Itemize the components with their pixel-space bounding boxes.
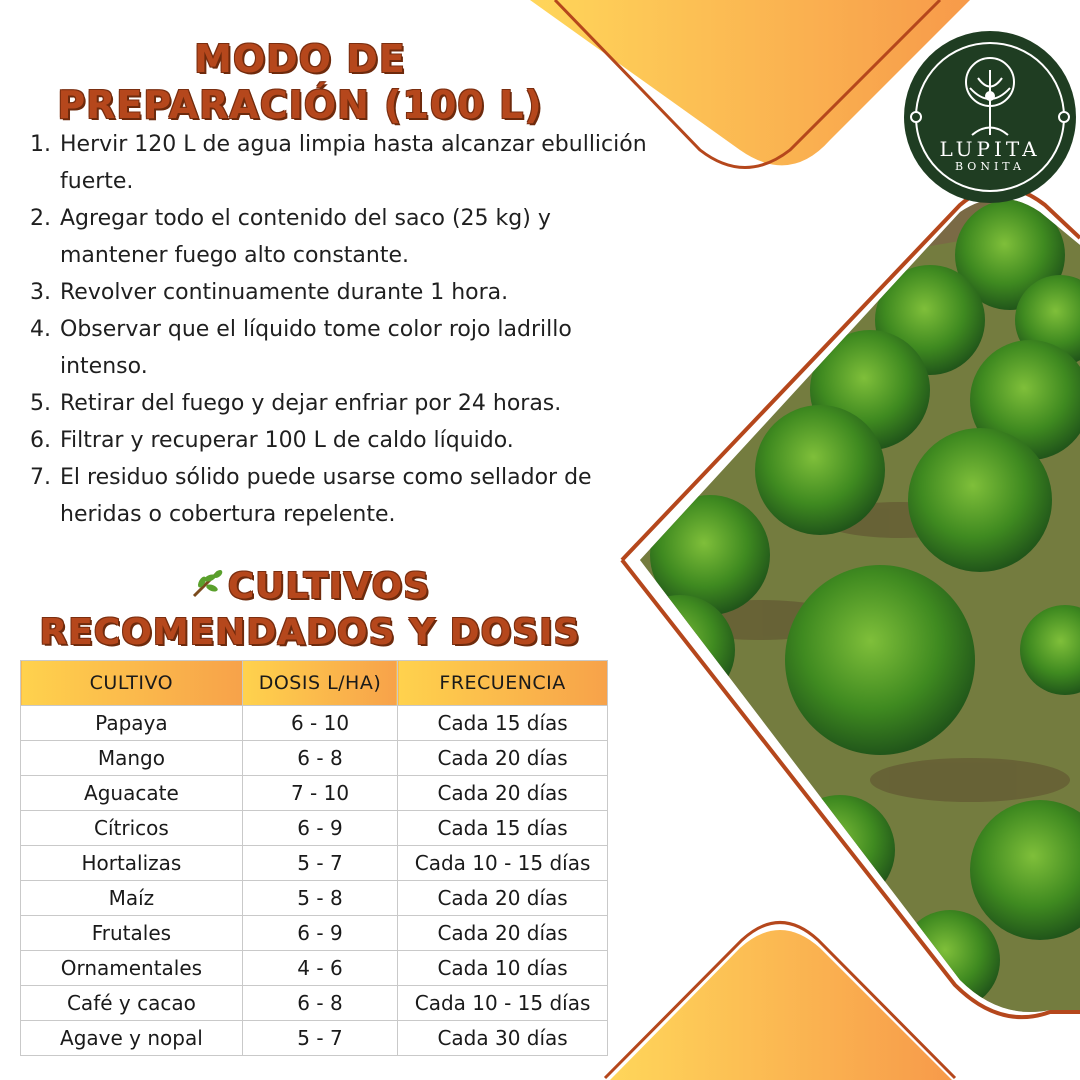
step-item [30, 126, 650, 200]
page-title-line1: MODO DE [194, 37, 406, 81]
step-item [30, 422, 650, 459]
cell-dose: 6 - 9 [242, 916, 397, 951]
step-text: Hervir 120 L de agua limpia hasta alcanzar ebullición fuerte. [60, 132, 647, 194]
cell-crop: Maíz [21, 881, 243, 916]
step-item [30, 200, 650, 274]
step-item [30, 274, 650, 311]
step-number: 3. [30, 280, 51, 305]
section-title-crops [10, 565, 610, 655]
step-number: 7. [30, 465, 51, 490]
leaf-sprig-icon [190, 566, 224, 611]
cell-dose: 6 - 9 [242, 811, 397, 846]
cell-crop: Aguacate [21, 776, 243, 811]
cell-frequency: Cada 15 días [398, 706, 608, 741]
cell-frequency: Cada 15 días [398, 811, 608, 846]
preparation-steps [30, 126, 650, 533]
cell-frequency: Cada 20 días [398, 776, 608, 811]
table-row [21, 846, 608, 881]
table-row [21, 706, 608, 741]
cell-dose: 5 - 7 [242, 846, 397, 881]
table-row [21, 811, 608, 846]
logo-line1: LUPITA [939, 137, 1041, 161]
step-number: 2. [30, 206, 51, 231]
table-row [21, 916, 608, 951]
step-number: 1. [30, 132, 51, 157]
step-text: El residuo sólido puede usarse como sellador de heridas o cobertura repelente. [60, 465, 592, 527]
header-cultivo: CULTIVO [21, 661, 243, 706]
cell-crop: Mango [21, 741, 243, 776]
step-item [30, 459, 650, 533]
step-text: Retirar del fuego y dejar enfriar por 24 horas. [60, 391, 562, 416]
step-text: Observar que el líquido tome color rojo ladrillo intenso. [60, 317, 572, 379]
cell-dose: 4 - 6 [242, 951, 397, 986]
table-row [21, 776, 608, 811]
orchard-photo [620, 180, 1080, 1030]
header-frecuencia: FRECUENCIA [398, 661, 608, 706]
cell-crop: Ornamentales [21, 951, 243, 986]
cell-dose: 6 - 10 [242, 706, 397, 741]
logo-text [904, 138, 1076, 174]
cell-dose: 5 - 8 [242, 881, 397, 916]
table-row [21, 951, 608, 986]
cell-crop: Hortalizas [21, 846, 243, 881]
step-item [30, 311, 650, 385]
step-item [30, 385, 650, 422]
section-title-line1: CULTIVOS [227, 566, 431, 607]
bottom-orange-shape [605, 923, 955, 1080]
step-text: Agregar todo el contenido del saco (25 kg) y mantener fuego alto constante. [60, 206, 551, 268]
step-text: Revolver continuamente durante 1 hora. [60, 280, 509, 305]
cell-dose: 6 - 8 [242, 741, 397, 776]
header-dosis: DOSIS L/HA) [242, 661, 397, 706]
step-number: 4. [30, 317, 51, 342]
cell-dose: 5 - 7 [242, 1021, 397, 1056]
logo-badge [904, 31, 1076, 203]
step-number: 5. [30, 391, 51, 416]
table-row [21, 741, 608, 776]
cell-frequency: Cada 20 días [398, 916, 608, 951]
cell-frequency: Cada 20 días [398, 741, 608, 776]
cell-frequency: Cada 10 - 15 días [398, 846, 608, 881]
page-title-line2: PREPARACIÓN (100 L) [57, 83, 543, 127]
cell-crop: Café y cacao [21, 986, 243, 1021]
cell-crop: Agave y nopal [21, 1021, 243, 1056]
cell-frequency: Cada 10 - 15 días [398, 986, 608, 1021]
cell-dose: 7 - 10 [242, 776, 397, 811]
cell-frequency: Cada 30 días [398, 1021, 608, 1056]
table-row [21, 986, 608, 1021]
step-text: Filtrar y recuperar 100 L de caldo líquido. [60, 428, 514, 453]
cell-crop: Papaya [21, 706, 243, 741]
cell-crop: Cítricos [21, 811, 243, 846]
table-row [21, 1021, 608, 1056]
page-title [20, 36, 580, 128]
cell-dose: 6 - 8 [242, 986, 397, 1021]
logo-line2: BONITA [955, 160, 1025, 173]
crops-dose-table [20, 660, 608, 1056]
cell-crop: Frutales [21, 916, 243, 951]
cell-frequency: Cada 10 días [398, 951, 608, 986]
step-number: 6. [30, 428, 51, 453]
table-row [21, 881, 608, 916]
cell-frequency: Cada 20 días [398, 881, 608, 916]
section-title-line2: RECOMENDADOS Y DOSIS [39, 611, 581, 653]
table-header-row [21, 661, 608, 706]
